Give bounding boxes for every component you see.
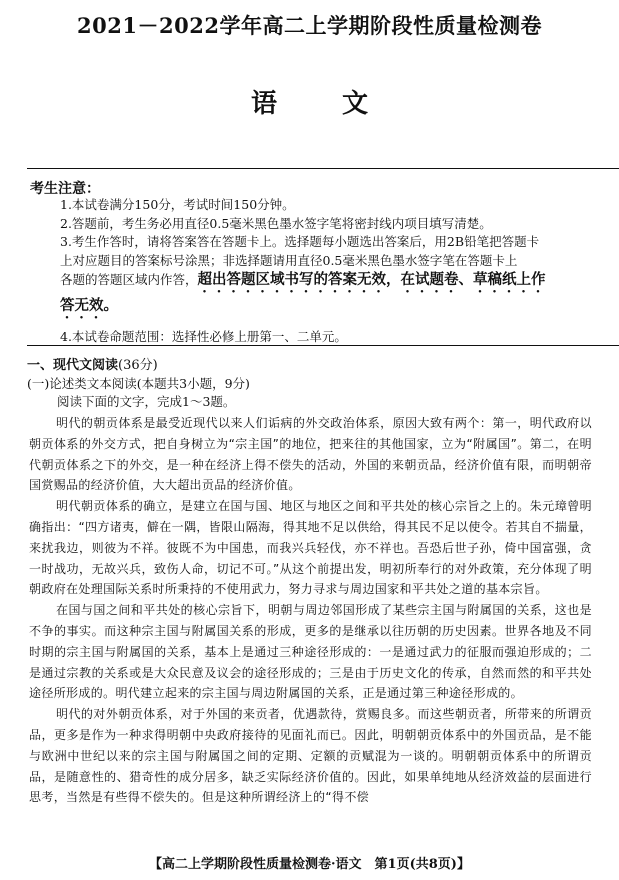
notice-item-3-line-1: 3.考生作答时，请将答案答在答题卡上。选择题每小题选出答案后，用2B铅笔把答题卡: [60, 234, 540, 249]
notice-item-4: 4.本试卷命题范围：选择性必修上册第一、二单元。: [60, 329, 347, 344]
notice-item-2: 2.答题前，考生务必用直径0.5毫米黑色墨水签字笔将密封线内项目填写清楚。: [60, 215, 492, 231]
passage: [29, 413, 592, 808]
section-heading: [27, 357, 597, 375]
notice-item-3-line-3: 各题的答题区域内作答，: [60, 272, 198, 287]
notice-emphasis-end: 答无效。: [60, 298, 118, 314]
divider-bottom: [27, 345, 619, 346]
divider-top: [27, 168, 619, 169]
notice-item-3-line-2: 上对应题目的答案标号涂黑；非选择题请用直径0.5毫米黑色墨水签字笔在答题卡上: [60, 252, 518, 268]
section-title: 一、现代文阅读: [27, 358, 119, 373]
section-header: [27, 357, 597, 411]
passage-paragraph-4: 明代的对外朝贡体系，对于外国的来贡者，优遇款待，赏赐良多。而这些朝贡者，所带来的所谓贡品，更多是作为一种求得明朝中央政府接待的见面礼而已。因此，明朝朝贡体系中的外国贡品，是不能与欧洲中世纪以来的宗主国与附属国之间的定期、定额的贡赋混为一谈的。明朝朝贡体系中的所谓贡品，是随意性的、猎奇性的成分居多，缺乏实际经济价值的。因此，如果单纯地从经济效益的层面进行思考，当然是有些得不偿失的。但是这种所谓经济上的“得不偿: [29, 707, 592, 805]
notice-emphasis: 超出答题区域书写的答案无效，在试题卷、草稿纸上作: [197, 272, 546, 288]
notice-item-3: [60, 233, 600, 322]
notice-list: [60, 196, 600, 347]
subsection-heading: (一)论述类文本阅读(本题共3小题，9分): [27, 376, 250, 391]
page-footer: 【高二上学期阶段性质量检测卷·语文 第1页(共8页)】: [149, 857, 470, 872]
passage-paragraph-3: 在国与国之间和平共处的核心宗旨下，明朝与周边邻国形成了某些宗主国与附属国的关系，这也是不争的事实。而这种宗主国与附属国关系的形成，更多的是继承以往历朝的历史因素。世界各地及不同时期的宗主国与附属国的关系，基本上是通过三种途径形成的：一是通过武力的征服而强迫形成的；二是通过宗教的关系或是大众民意及议会的途径形成的；三是由于历史文化的传承，自然而然的和平共处途径所形成的。明代建立起来的宗主国与周边附属国的关系，正是通过第三种途径形成的。: [29, 603, 592, 701]
reading-instruction: 阅读下面的文字，完成1～3题。: [57, 394, 236, 409]
exam-title: 2021－2022学年高二上学期阶段性质量检测卷: [77, 13, 542, 38]
passage-paragraph-1: 明代的朝贡体系是最受近现代以来人们诟病的外交政治体系，原因大致有两个：第一，明代政府以朝贡体系的外交方式，把自身树立为“宗主国”的地位，把来往的其他国家，立为“附属国”。第二，在明代朝贡体系之下的外交，是一种在经济上得不偿失的活动，外国的来朝贡品，经济价值有限，而明朝帝国赏赐品的经济价值，大大超出贡品的经济价值。: [29, 416, 592, 493]
section-score: (36分): [118, 358, 158, 373]
subject-title: 语 文: [250, 89, 397, 119]
notice-heading: 考生注意：: [30, 181, 100, 197]
notice-item-1: 1.本试卷满分150分，考试时间150分钟。: [60, 197, 295, 212]
passage-paragraph-2: 明代朝贡体系的确立，是建立在国与国、地区与地区之间和平共处的核心宗旨之上的。朱元璋曾明确指出：“四方诸夷，僻在一隅，皆限山隔海，得其地不足以供给，得其民不足以使令。若其自不揣量，来扰我边，则彼为不祥。彼既不为中国患，而我兴兵轻伐，亦不祥也。吾恐后世子孙，倚中国富强，贪一时战功，无故兴兵，致伤人命，切记不可。”从这个前提出发，明初所奉行的对外政策，充分体现了明朝政府在处理国际关系时所秉持的不使用武力，努力寻求与周边国家和平共处之道的基本宗旨。: [29, 499, 592, 597]
